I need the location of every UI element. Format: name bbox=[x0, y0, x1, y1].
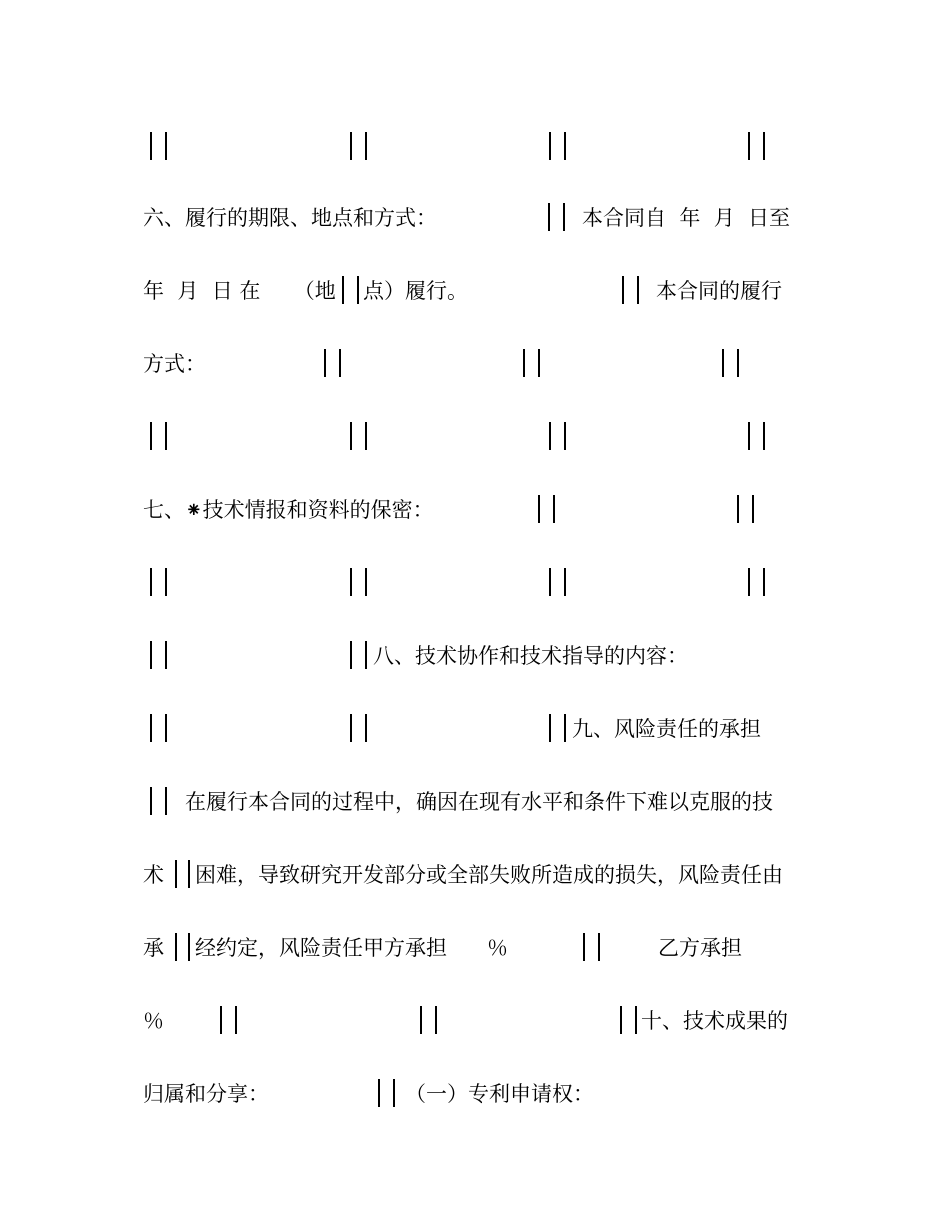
text-segment: 经约定，风险责任甲方承担 ％ bbox=[195, 936, 509, 960]
table-border-bar bbox=[564, 422, 566, 450]
table-border-bar bbox=[748, 568, 750, 596]
text-segment: 七、⁕技术情报和资料的保密： bbox=[143, 498, 434, 522]
table-border-bar bbox=[553, 495, 555, 523]
text-segment: 方式： bbox=[143, 352, 206, 376]
text-segment: 年 月 日 在 （地 bbox=[143, 279, 336, 303]
text-segment: 六、履行的期限、地点和方式： bbox=[143, 206, 437, 230]
text-segment: 本合同自 年 月 日至 bbox=[582, 206, 791, 230]
table-border-bar bbox=[150, 132, 152, 160]
table-border-bar bbox=[523, 349, 525, 377]
document-line bbox=[0, 714, 950, 754]
table-border-bar bbox=[549, 132, 551, 160]
table-border-bar bbox=[350, 568, 352, 596]
table-border-bar bbox=[564, 568, 566, 596]
document-line bbox=[0, 495, 950, 535]
text-segment: 九、风险责任的承担 bbox=[572, 717, 761, 741]
table-border-bar bbox=[150, 422, 152, 450]
table-border-bar bbox=[150, 641, 152, 669]
table-border-bar bbox=[235, 1006, 237, 1034]
table-border-bar bbox=[737, 349, 739, 377]
text-segment: 归属和分享： bbox=[143, 1082, 269, 1106]
table-border-bar bbox=[365, 132, 367, 160]
table-border-bar bbox=[752, 495, 754, 523]
table-border-bar bbox=[339, 349, 341, 377]
table-border-bar bbox=[549, 714, 551, 742]
table-border-bar bbox=[598, 933, 600, 961]
text-segment: 本合同的履行 bbox=[656, 279, 782, 303]
table-border-bar bbox=[564, 714, 566, 742]
table-border-bar bbox=[188, 933, 190, 961]
table-border-bar bbox=[538, 495, 540, 523]
document-line bbox=[0, 787, 950, 827]
document-line bbox=[0, 641, 950, 681]
text-segment: （一）专利申请权： bbox=[405, 1082, 594, 1106]
table-border-bar bbox=[549, 422, 551, 450]
document-line bbox=[0, 132, 950, 172]
text-segment: 点）履行。 bbox=[363, 279, 468, 303]
table-border-bar bbox=[324, 349, 326, 377]
table-border-bar bbox=[549, 568, 551, 596]
text-segment: 在履行本合同的过程中，确因在现有水平和条件下难以克服的技 bbox=[185, 790, 773, 814]
table-border-bar bbox=[763, 568, 765, 596]
table-border-bar bbox=[165, 787, 167, 815]
table-border-bar bbox=[165, 568, 167, 596]
table-border-bar bbox=[365, 568, 367, 596]
text-segment: 困难，导致研究开发部分或全部失败所造成的损失，风险责任由 bbox=[195, 863, 783, 887]
table-border-bar bbox=[365, 714, 367, 742]
table-border-bar bbox=[748, 422, 750, 450]
table-border-bar bbox=[350, 132, 352, 160]
text-segment: 术 bbox=[143, 863, 164, 887]
table-border-bar bbox=[737, 495, 739, 523]
text-segment: 十、技术成果的 bbox=[641, 1009, 788, 1033]
table-border-bar bbox=[420, 1006, 422, 1034]
table-border-bar bbox=[342, 276, 344, 304]
table-border-bar bbox=[564, 132, 566, 160]
table-border-bar bbox=[175, 933, 177, 961]
table-border-bar bbox=[538, 349, 540, 377]
document-line bbox=[0, 1006, 950, 1046]
table-border-bar bbox=[188, 860, 190, 888]
table-border-bar bbox=[722, 349, 724, 377]
table-border-bar bbox=[357, 276, 359, 304]
document-line bbox=[0, 276, 950, 316]
table-border-bar bbox=[350, 714, 352, 742]
table-border-bar bbox=[620, 1006, 622, 1034]
table-border-bar bbox=[165, 641, 167, 669]
table-border-bar bbox=[175, 860, 177, 888]
document-line bbox=[0, 933, 950, 973]
document-line bbox=[0, 860, 950, 900]
document-line bbox=[0, 1079, 950, 1119]
table-border-bar bbox=[635, 1006, 637, 1034]
table-border-bar bbox=[548, 203, 550, 231]
table-border-bar bbox=[365, 641, 367, 669]
table-border-bar bbox=[435, 1006, 437, 1034]
table-border-bar bbox=[748, 132, 750, 160]
text-segment: 承 bbox=[143, 936, 164, 960]
document-line bbox=[0, 422, 950, 462]
text-segment: ％ bbox=[143, 1009, 164, 1033]
table-border-bar bbox=[763, 132, 765, 160]
table-border-bar bbox=[583, 933, 585, 961]
table-border-bar bbox=[365, 422, 367, 450]
table-border-bar bbox=[220, 1006, 222, 1034]
table-border-bar bbox=[165, 422, 167, 450]
table-border-bar bbox=[393, 1079, 395, 1107]
text-segment: 乙方承担 bbox=[658, 936, 742, 960]
table-border-bar bbox=[563, 203, 565, 231]
table-border-bar bbox=[150, 714, 152, 742]
table-border-bar bbox=[763, 422, 765, 450]
table-border-bar bbox=[378, 1079, 380, 1107]
table-border-bar bbox=[622, 276, 624, 304]
table-border-bar bbox=[350, 422, 352, 450]
table-border-bar bbox=[150, 787, 152, 815]
table-border-bar bbox=[637, 276, 639, 304]
table-border-bar bbox=[165, 132, 167, 160]
table-border-bar bbox=[350, 641, 352, 669]
table-border-bar bbox=[165, 714, 167, 742]
text-segment: 八、技术协作和技术指导的内容： bbox=[373, 644, 688, 668]
document-line bbox=[0, 203, 950, 243]
table-border-bar bbox=[150, 568, 152, 596]
document-line bbox=[0, 349, 950, 389]
document-line bbox=[0, 568, 950, 608]
